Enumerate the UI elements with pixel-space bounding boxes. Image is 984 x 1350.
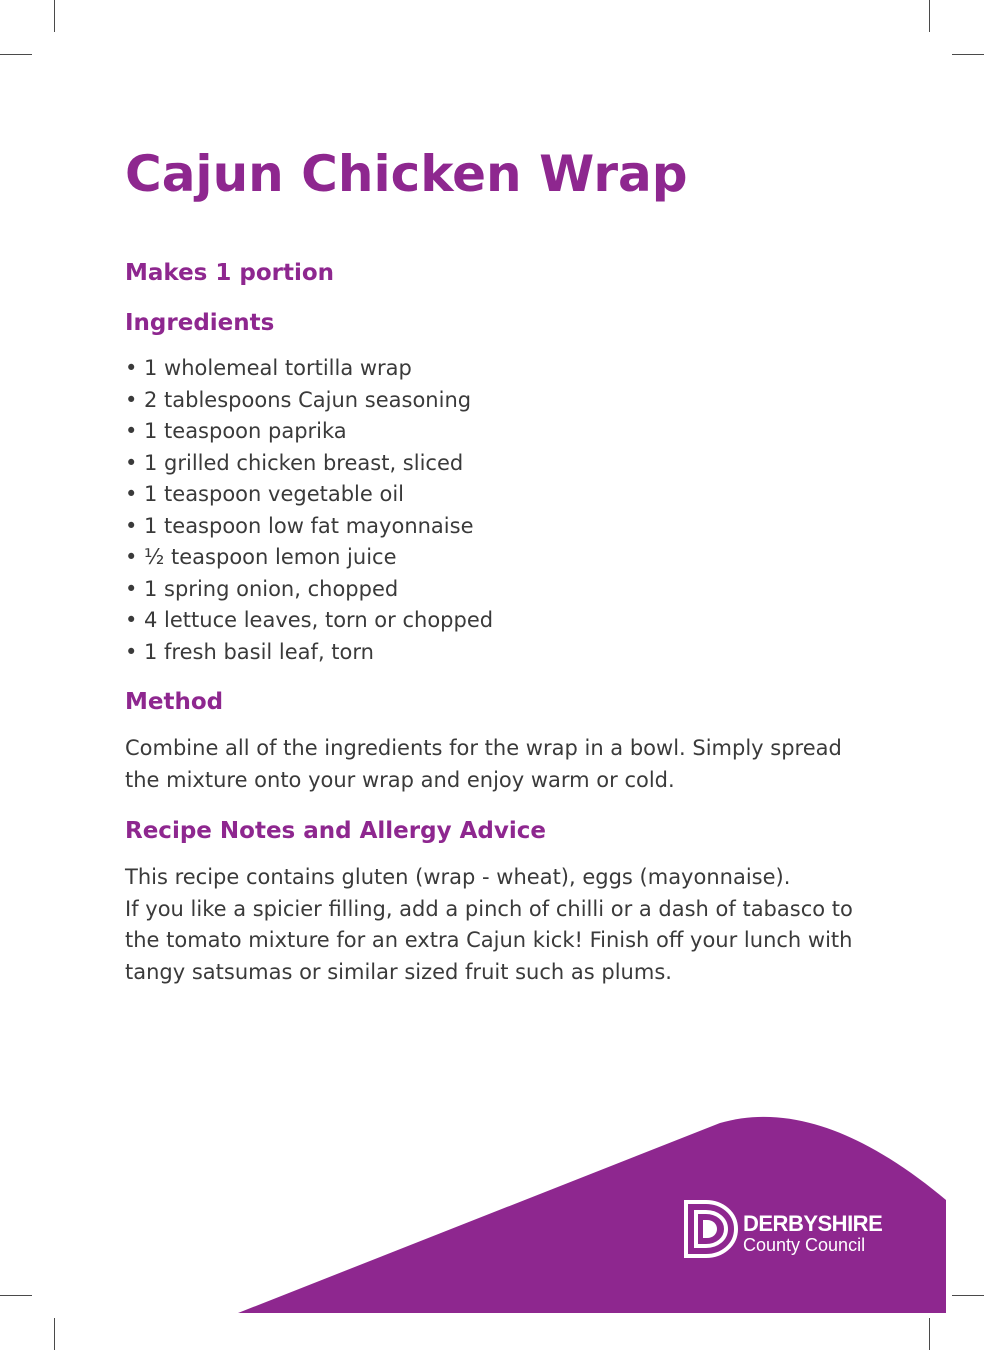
ingredient-text: 4 lettuce leaves, torn or chopped [144, 608, 494, 632]
bullet-icon: • [125, 639, 138, 664]
ingredient-text: 1 wholemeal tortilla wrap [144, 356, 412, 380]
logo-subtitle: County Council [743, 1235, 866, 1255]
ingredient-text: ½ teaspoon lemon juice [144, 545, 397, 569]
notes-heading: Recipe Notes and Allergy Advice [125, 818, 546, 844]
ingredient-text: 1 spring onion, chopped [144, 576, 399, 601]
bullet-icon: • [125, 482, 138, 506]
ingredient-text: 2 tablespoons Cajun seasoning [144, 387, 472, 412]
bullet-icon: • [125, 576, 138, 601]
method-line: Combine all of the ingredients for the wrap in a bowl. Simply spread [125, 736, 842, 760]
bullet-icon: • [125, 356, 138, 380]
notes-line: the tomato mixture for an extra Cajun kick! Finish off your lunch with [125, 928, 853, 952]
bullet-icon: • [125, 545, 138, 569]
ingredient-text: 1 teaspoon low fat mayonnaise [144, 513, 474, 538]
recipe-title: Cajun Chicken Wrap [125, 145, 688, 203]
ingredient-text: 1 teaspoon vegetable oil [144, 482, 404, 506]
method-heading: Method [125, 689, 224, 715]
notes-line: If you like a spicier filling, add a pinch of chilli or a dash of tabasco to [125, 896, 853, 921]
bullet-icon: • [125, 608, 138, 632]
notes-line: tangy satsumas or similar sized fruit such as plums. [125, 959, 672, 984]
bullet-icon: • [125, 387, 138, 412]
bullet-icon: • [125, 513, 138, 538]
ingredients-heading: Ingredients [125, 310, 275, 336]
notes-line: This recipe contains gluten (wrap - wheat), eggs (mayonnaise). [125, 865, 791, 889]
ingredient-text: 1 grilled chicken breast, sliced [144, 450, 464, 475]
logo-name: DERBYSHIRE [743, 1211, 883, 1236]
method-line: the mixture onto your wrap and enjoy warm or cold. [125, 767, 675, 792]
derbyshire-logo [684, 1200, 894, 1260]
bullet-icon: • [125, 450, 138, 475]
ingredient-text: 1 fresh basil leaf, torn [144, 639, 374, 664]
ingredient-text: 1 teaspoon paprika [144, 419, 347, 443]
bullet-icon: • [125, 419, 138, 443]
derbyshire-d-icon [684, 1200, 738, 1258]
portion-heading: Makes 1 portion [125, 260, 335, 286]
